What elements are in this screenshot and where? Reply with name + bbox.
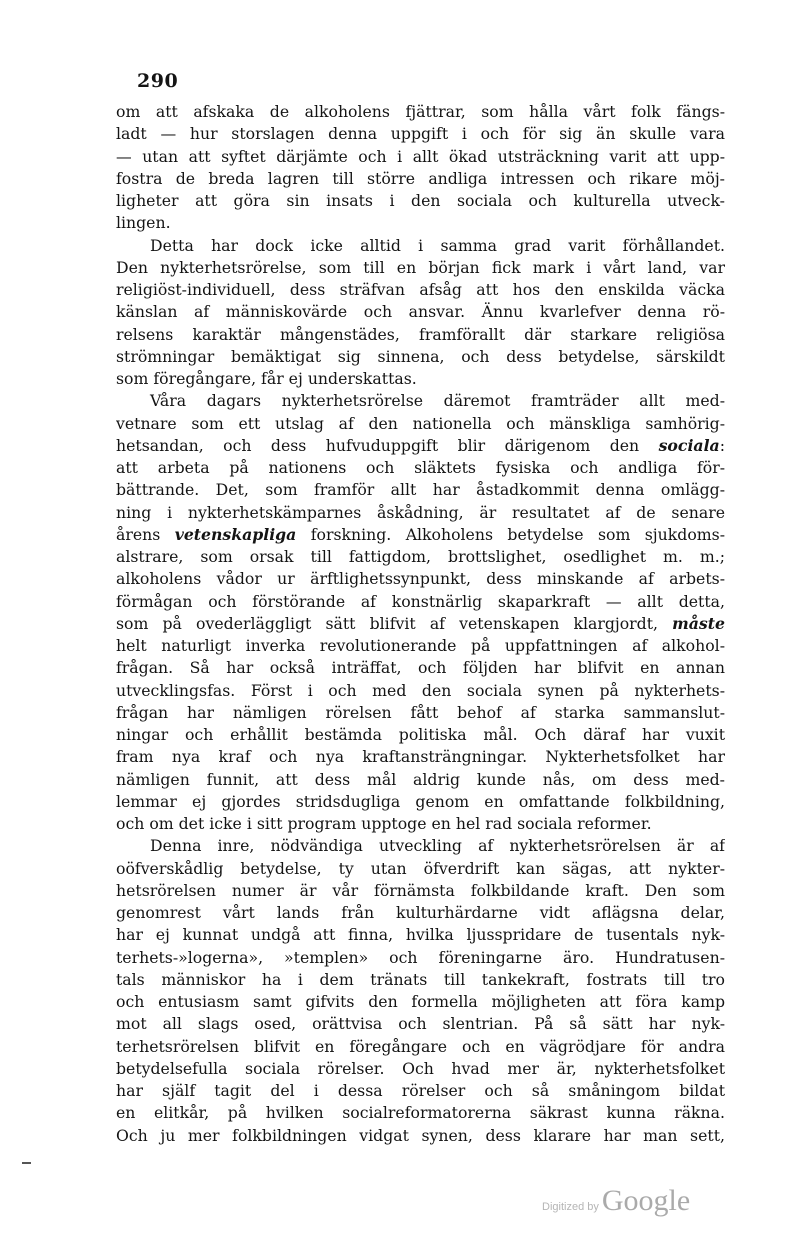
text-segment: fram nya kraf och nya kraftansträngningar. Nykterhetsfolket har: [116, 747, 725, 767]
text-line: [116, 123, 725, 145]
text-segment: som på ovederläggligt sätt blifvit af vetenskapen klargjordt,: [116, 613, 673, 633]
text-segment: lemmar ej gjordes stridsdugliga genom en omfattande folkbildning,: [116, 791, 725, 811]
text-line: [116, 346, 725, 368]
text-line: [116, 791, 725, 813]
text-segment: mot all slags osed, orättvisa och slentrian. På så sätt har nyk-: [116, 1014, 725, 1034]
text-segment: hetsrörelsen numer är vår förnämsta folkbildande kraft. Den som: [116, 880, 725, 900]
text-segment: frågan har nämligen rörelsen fått behof af starka sammanslut-: [116, 702, 725, 722]
body-text: [116, 101, 725, 1147]
page-number: 290: [137, 70, 179, 92]
text-line: [116, 835, 725, 857]
text-segment: terhets-»logerna», »templen» och föreningarne äro. Hundratusen-: [116, 947, 725, 967]
text-segment: ladt — hur storslagen denna uppgift i och för sig än skulle vara: [116, 124, 725, 144]
text-segment: har ej kunnat undgå att finna, hvilka ljusspridare de tusentals nyk-: [116, 925, 725, 945]
text-segment: nämligen funnit, att dess mål aldrig kunde nås, om dess med-: [116, 769, 725, 789]
text-segment: utvecklingsfas. Först i och med den sociala synen på nykterhets-: [116, 680, 725, 700]
google-logo: Google: [601, 1184, 691, 1217]
text-line: [116, 1102, 725, 1124]
text-line: [116, 991, 725, 1013]
text-segment: som föregångare, får ej underskattas.: [116, 369, 417, 388]
text-line: [116, 813, 725, 835]
text-line: [116, 301, 725, 323]
text-line: [116, 502, 725, 524]
text-line: [116, 413, 725, 435]
text-segment: religiöst-individuell, dess sträfvan afsåg att hos den enskilda väcka: [116, 280, 725, 299]
text-segment: Den nykterhetsrörelse, som till en början fick mark i vårt land, var: [116, 257, 725, 277]
text-line: [116, 724, 725, 746]
text-line: [116, 479, 725, 501]
text-segment: :: [719, 435, 725, 455]
text-segment: vetnare som ett utslag af den nationella och mänskliga samhörig-: [116, 413, 725, 433]
text-line: [116, 657, 725, 679]
text-segment: lingen.: [116, 213, 171, 233]
text-segment: ligheter att göra sin insats i den sociala och kulturella utveck-: [116, 191, 725, 210]
text-line: [116, 902, 725, 924]
text-line: [116, 435, 725, 457]
text-segment: Och ju mer folkbildningen vidgat synen, dess klarare har man sett,: [116, 1125, 725, 1145]
text-segment: — utan att syftet därjämte och i allt ökad utsträckning varit att upp-: [116, 146, 725, 166]
text-segment: forskning. Alkoholens betydelse som sjukdoms-: [296, 524, 725, 544]
text-line: [116, 702, 725, 724]
text-line: [116, 524, 725, 546]
text-segment: frågan. Så har också inträffat, och följden har blifvit en annan: [116, 658, 725, 678]
text-segment: helt naturligt inverka revolutionerande på uppfattningen af alkohol-: [116, 636, 725, 655]
text-line: [116, 1058, 725, 1080]
text-line: [116, 1036, 725, 1058]
text-segment: genomrest vårt lands från kulturhärdarne vidt aflägsna delar,: [116, 903, 725, 922]
text-line: [116, 235, 725, 257]
text-line: [116, 390, 725, 412]
margin-mark: [22, 1162, 31, 1164]
text-segment: ning i nykterhetskämparnes åskådning, är resultatet af de senare: [116, 502, 725, 522]
text-segment: relsens karaktär mångenstädes, framförallt där starkare religiösa: [116, 324, 725, 344]
text-segment: en elitkår, på hvilken socialreformatorerna säkrast kunna räkna.: [116, 1103, 725, 1123]
text-line: [116, 368, 725, 390]
text-segment: alkoholens vådor ur ärftlighetssynpunkt, dess minskande af arbets-: [116, 569, 725, 589]
text-segment: om att afskaka de alkoholens fjättrar, som hålla vårt folk fängs-: [116, 102, 725, 121]
text-line: [116, 1080, 725, 1102]
digitized-watermark: [542, 1184, 690, 1218]
text-line: [116, 680, 725, 702]
text-segment: känslan af människovärde och ansvar. Ännu kvarlefver denna rö-: [116, 302, 725, 322]
text-line: [116, 324, 725, 346]
emphasized-word: sociala: [658, 435, 720, 455]
text-line: [116, 880, 725, 902]
emphasized-word: vetenskapliga: [174, 524, 297, 544]
text-line: [116, 212, 725, 234]
text-line: [116, 746, 725, 768]
watermark-prefix: Digitized by: [542, 1201, 599, 1213]
text-line: [116, 168, 725, 190]
text-segment: årens: [116, 524, 175, 544]
text-line: [116, 146, 725, 168]
text-line: [116, 279, 725, 301]
text-line: [116, 969, 725, 991]
text-line: [116, 591, 725, 613]
text-segment: oöfverskådlig betydelse, ty utan öfverdrift kan sägas, att nykter-: [116, 858, 725, 878]
text-line: [116, 769, 725, 791]
text-line: [116, 924, 725, 946]
text-segment: tals människor ha i dem tränats till tankekraft, fostrats till tro: [116, 969, 725, 989]
text-segment: Våra dagars nykterhetsrörelse däremot framträder allt med-: [150, 391, 725, 411]
text-segment: har själf tagit del i dessa rörelser och så småningom bildat: [116, 1081, 725, 1100]
text-line: [116, 1125, 725, 1147]
text-segment: terhetsrörelsen blifvit en föregångare och en vägrödjare för andra: [116, 1036, 725, 1056]
text-segment: Detta har dock icke alltid i samma grad varit förhållandet.: [150, 235, 725, 255]
text-line: [116, 190, 725, 212]
text-segment: och om det icke i sitt program upptoge en hel rad sociala reformer.: [116, 814, 652, 833]
text-segment: ningar och erhållit bestämda politiska mål. Och däraf har vuxit: [116, 725, 725, 744]
text-line: [116, 101, 725, 123]
text-line: [116, 858, 725, 880]
text-line: [116, 613, 725, 635]
text-line: [116, 635, 725, 657]
text-line: [116, 546, 725, 568]
text-line: [116, 947, 725, 969]
text-line: [116, 568, 725, 590]
text-segment: strömningar bemäktigat sig sinnena, och dess betydelse, särskildt: [116, 346, 725, 366]
text-segment: hetsandan, och dess hufvuduppgift blir därigenom den: [116, 435, 659, 455]
text-segment: fostra de breda lagren till större andliga intressen och rikare möj-: [116, 168, 725, 188]
text-segment: alstrare, som orsak till fattigdom, brottslighet, osedlighet m. m.;: [116, 547, 725, 566]
emphasized-word: måste: [672, 613, 725, 633]
text-line: [116, 257, 725, 279]
text-segment: att arbeta på nationens och släktets fysiska och andliga för-: [116, 458, 725, 477]
text-segment: förmågan och förstörande af konstnärlig skaparkraft — allt detta,: [116, 591, 725, 611]
text-segment: och entusiasm samt gifvits den formella möjligheten att föra kamp: [116, 992, 725, 1011]
text-segment: Denna inre, nödvändiga utveckling af nykterhetsrörelsen är af: [150, 836, 725, 856]
text-segment: betydelsefulla sociala rörelser. Och hvad mer är, nykterhetsfolket: [116, 1058, 725, 1078]
text-segment: bättrande. Det, som framför allt har åstadkommit denna omlägg-: [116, 480, 725, 500]
text-line: [116, 457, 725, 479]
text-line: [116, 1013, 725, 1035]
